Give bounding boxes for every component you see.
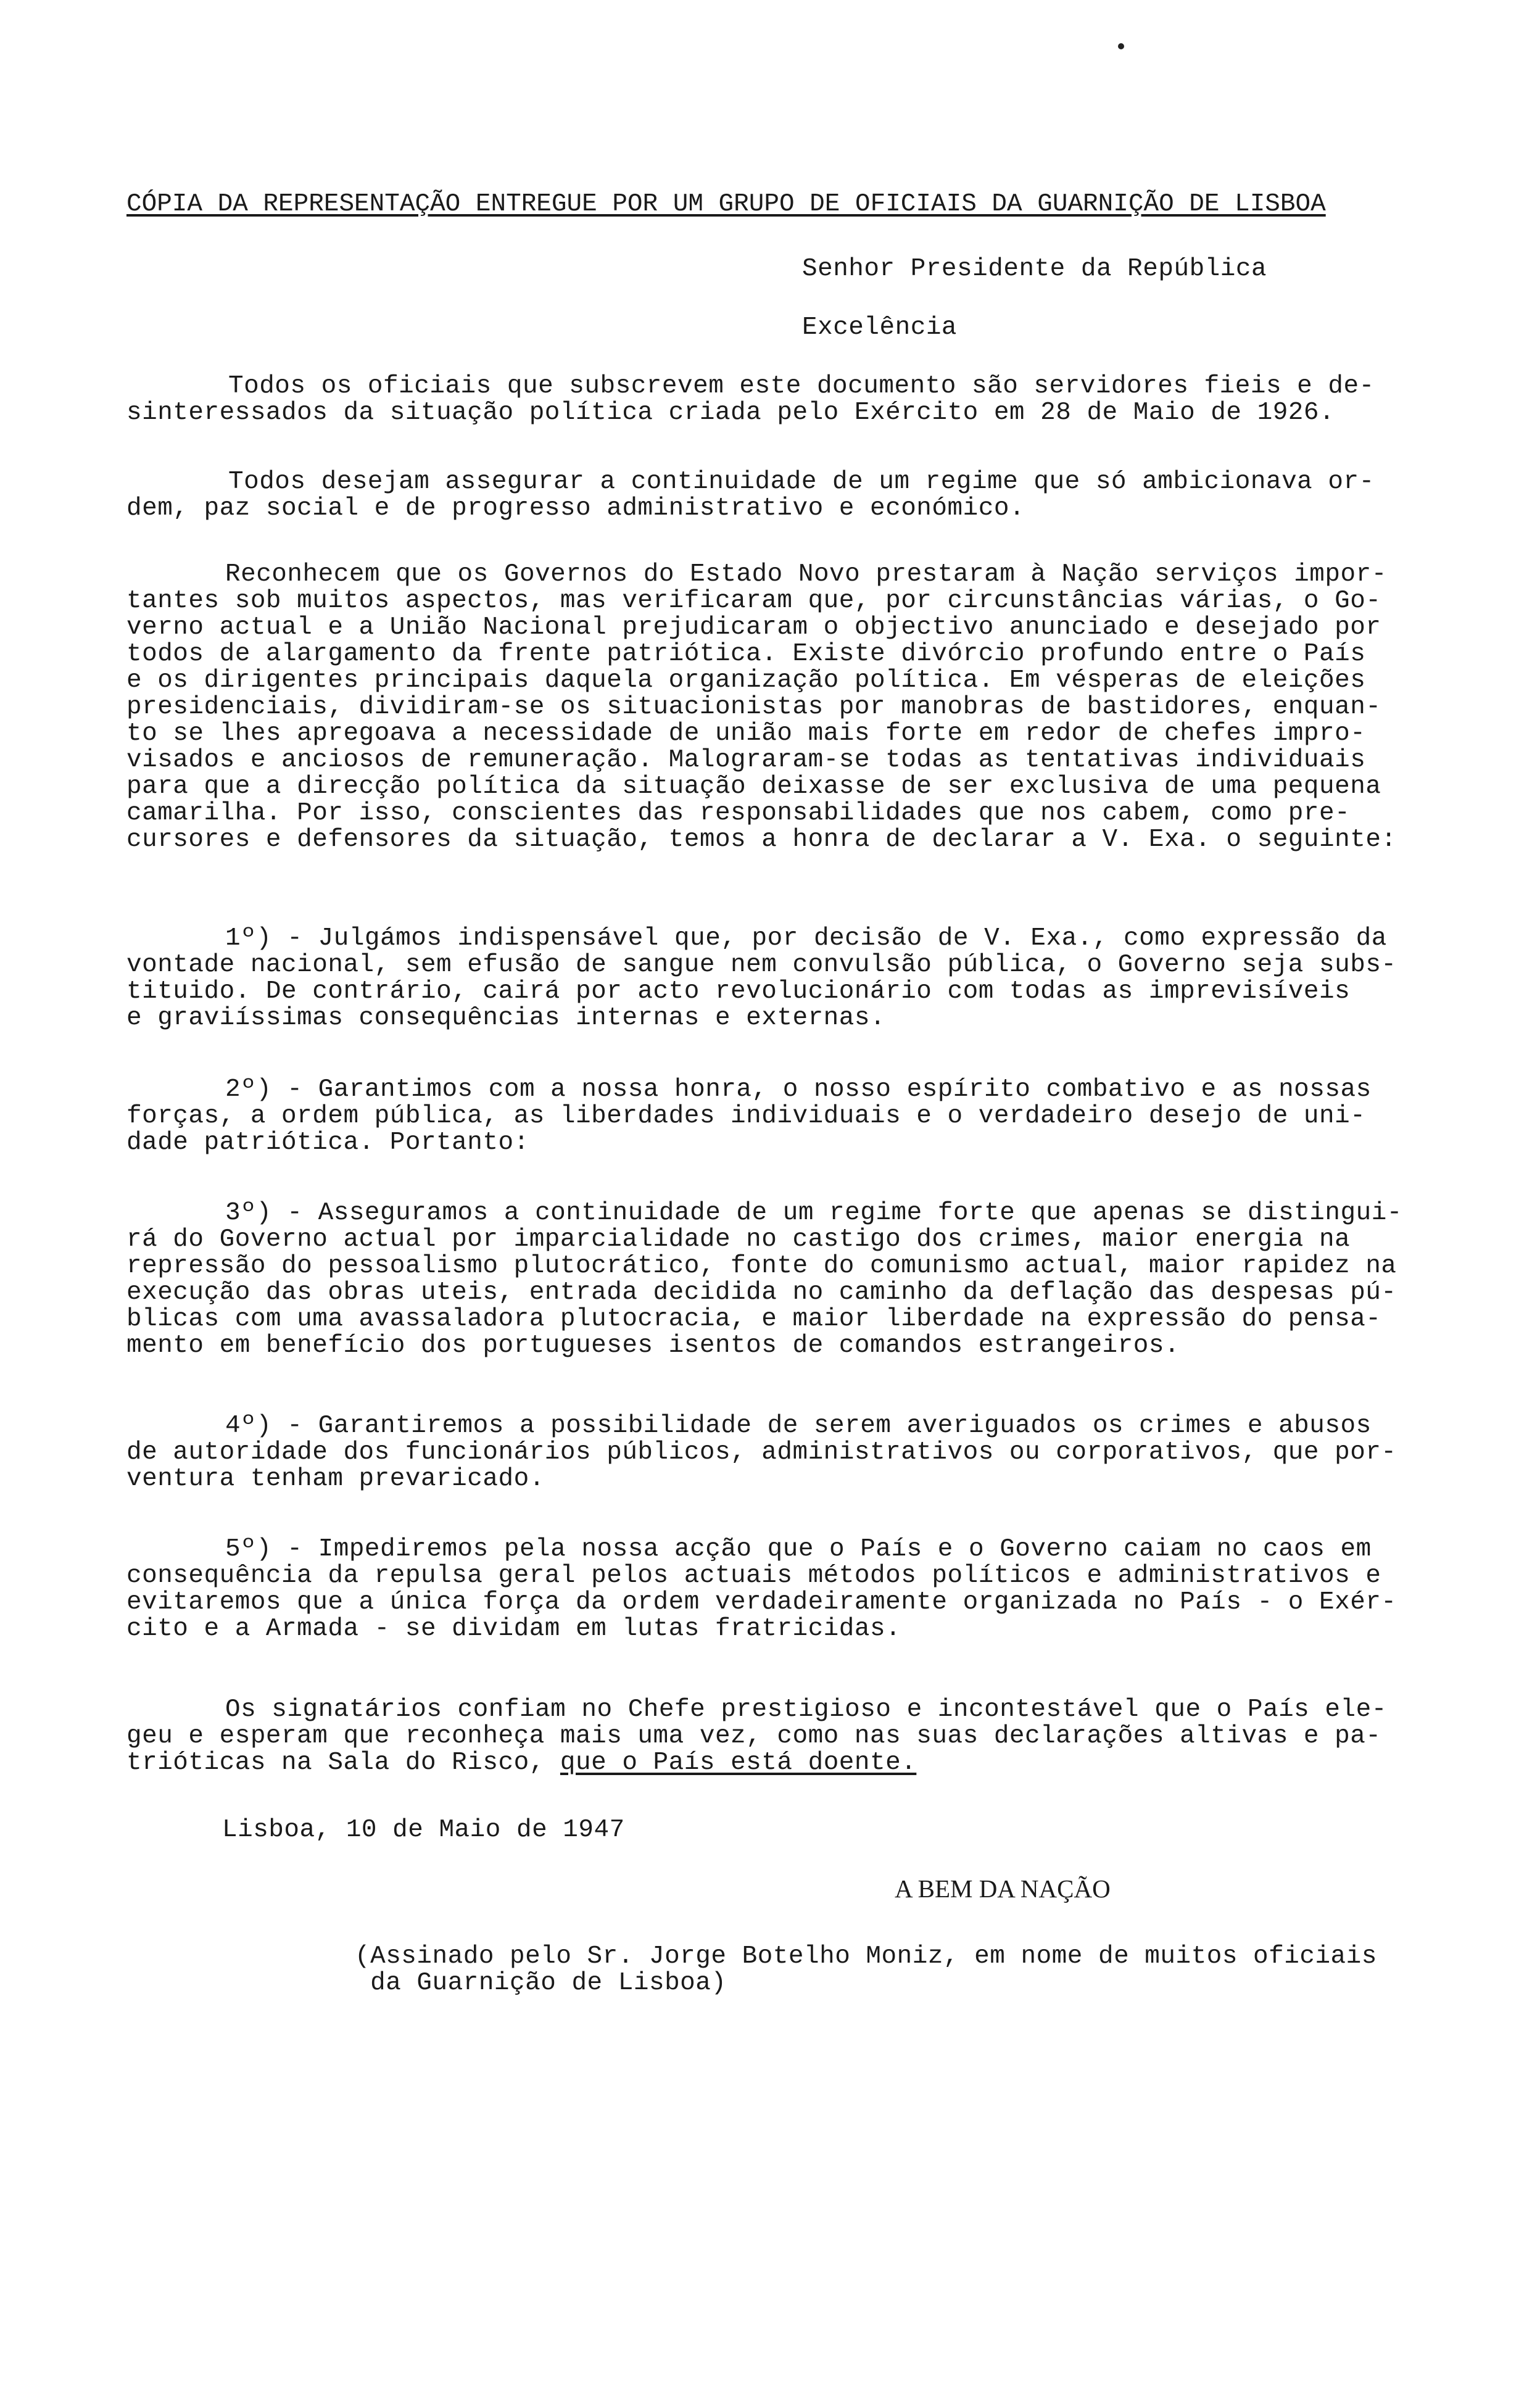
list-item-5: 5º) - Impediremos pela nossa acção que o País e o Governo caiam no caos em consequência da repulsa geral pelos actuais métodos políticos e administrativos e evitaremos que a única força da ordem verdadeiramente organizada no País - o Exér- cito e a Armada - se dividam em lutas fratricidas.	[126, 1535, 1397, 1643]
place-and-date: Lisboa, 10 de Maio de 1947	[222, 1816, 625, 1844]
list-item-4: 4º) - Garantiremos a possibilidade de serem averiguados os crimes e abusos de autoridade dos funcionários públicos, administrativos ou corporativos, que por- ventura tenham prevaricado.	[126, 1412, 1397, 1493]
list-item-3: 3º) - Asseguramos a continuidade de um regime forte que apenas se distingui- rá do Governo actual por imparcialidade no castigo dos crimes, maior energia na repressão do pessoalismo plutocrático, fonte do comunismo actual, maior rapidez na execução das obras uteis, entrada decidida no caminho da deflação das despesas pú- blicas com uma avassaladora plutocracia, e maior liberdade na expressão do pensa- mento em benefício dos portugueses isentos de comandos estrangeiros.	[126, 1199, 1402, 1360]
paragraph-2: Todos desejam assegurar a continuidade de um regime que só ambicionava or- dem, paz social e de progresso administrativo e económico.	[126, 468, 1375, 523]
list-item-2: 2º) - Garantimos com a nossa honra, o nosso espírito combativo e as nossas forças, a ordem pública, as liberdades individuais e o verdadeiro desejo de uni- dade patriótica. Portanto:	[126, 1075, 1372, 1157]
paragraph-1: Todos os oficiais que subscrevem este documento são servidores fieis e de- sinteressados da situação política criada pelo Exército em 28 de Maio de 1926.	[126, 372, 1375, 427]
document-title: CÓPIA DA REPRESENTAÇÃO ENTREGUE POR UM GRUPO DE OFICIAIS DA GUARNIÇÃO DE LISBOA	[126, 190, 1326, 218]
addressee: Senhor Presidente da República	[802, 255, 1267, 283]
closing-text: Os signatários confiam no Chefe prestigioso e incontestável que o País ele- geu e esperam que reconheça mais uma vez, como nas suas declarações altivas e pa- trióticas na Sala do Risco,	[126, 1695, 1387, 1777]
list-item-1: 1º) - Julgámos indispensável que, por decisão de V. Exa., como expressão da vontade nacional, sem efusão de sangue nem convulsão pública, o Governo seja subs- tituido. De contrário, cairá por acto revolucionário com todas as imprevisíveis e graviíssimas consequências internas e externas.	[126, 924, 1397, 1032]
closing-paragraph	[126, 1697, 1387, 1776]
signature-note: (Assinado pelo Sr. Jorge Botelho Moniz, em nome de muitos oficiais da Guarnição de Lisboa)	[355, 1942, 1377, 1997]
motto: A BEM DA NAÇÃO	[895, 1874, 1111, 1903]
paragraph-3: Reconhecem que os Governos do Estado Novo prestaram à Nação serviços impor- tantes sob muitos aspectos, mas verificaram que, por circunstâncias várias, o Go- verno actual e a União Nacional prejudicaram o objectivo anunciado e desejado por todos de alargamento da frente patriótica. Existe divórcio profundo entre o País e os dirigentes principais daquela organização política. Em vésperas de eleições presidenciais, dividiram-se os situacionistas por manobras de bastidores, enquan- to se lhes apregoava a necessidade de união mais forte em redor de chefes impro- visados e anciosos de remuneração. Malograram-se todas as tentativas individuais para que a direcção política da situação deixasse de ser exclusiva de uma pequena camarilha. Por isso, conscientes das responsabilidades que nos cabem, como pre- cursores e defensores da situação, temos a honra de declarar a V. Exa. o seguinte:	[126, 560, 1397, 854]
closing-underlined-phrase: que o País está doente.	[560, 1749, 917, 1777]
salutation: Excelência	[802, 313, 958, 342]
scan-mark	[1118, 43, 1124, 49]
